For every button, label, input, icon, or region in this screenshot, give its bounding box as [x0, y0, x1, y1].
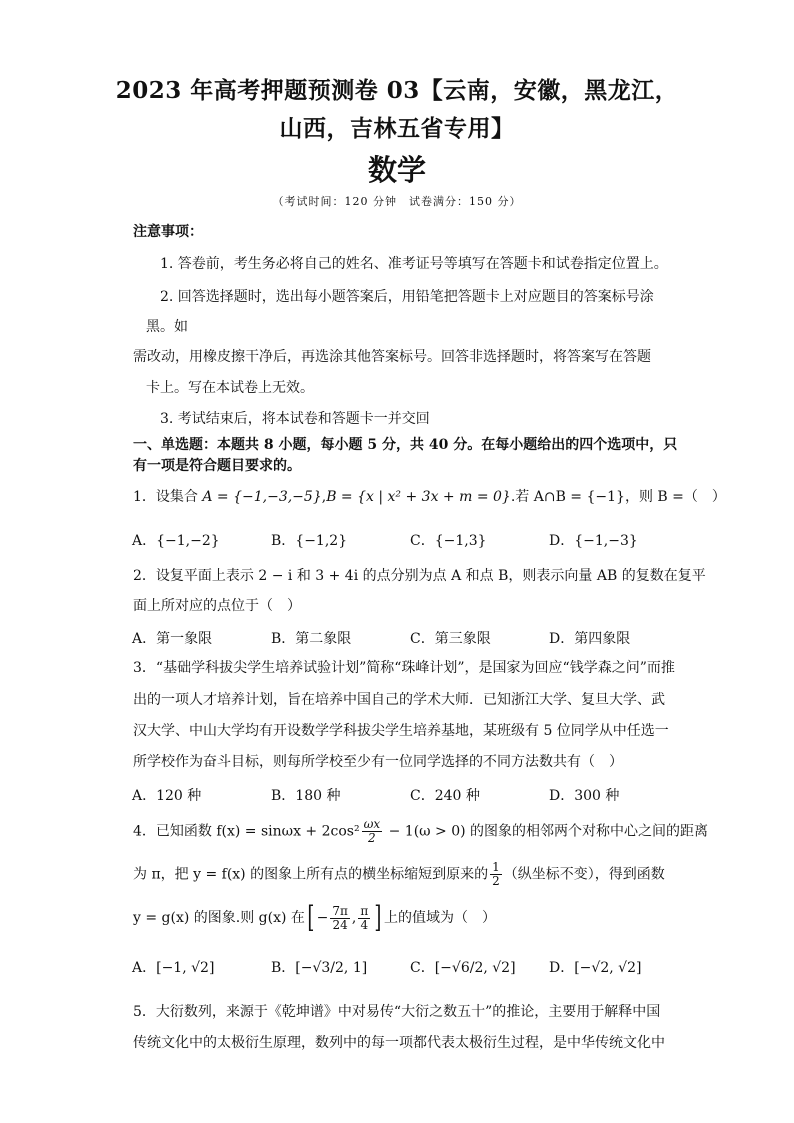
q2-option-c[interactable]: C．第三象限: [410, 631, 491, 647]
q1-prefix: 1．设集合: [133, 489, 203, 505]
q3-option-a[interactable]: A．120 种: [132, 788, 202, 804]
q3-line1: 3．“基础学科拔尖学生培养试验计划”简称“珠峰计划”，是国家为回应“钱学森之问”而推: [133, 660, 675, 676]
note-2d: 卡上。写在本试卷上无效。: [146, 380, 314, 396]
q5-line1: 5．大衍数列，来源于《乾坤谱》中对易传“大衍之数五十”的推论，主要用于解释中国: [133, 1004, 661, 1020]
q2-option-b[interactable]: B．第二象限: [271, 631, 352, 647]
notes-heading: 注意事项：: [133, 224, 203, 240]
q4-option-c[interactable]: C．[−√6/2, √2]: [410, 960, 516, 976]
q2-line2: 面上所对应的点位于（ ）: [133, 598, 301, 614]
note-3: 3. 考试结束后，将本试卷和答题卡一并交回: [160, 411, 430, 427]
q1-option-c[interactable]: C．{−1,3}: [410, 533, 487, 549]
exam-title-line2: 山西，吉林五省专用】: [279, 115, 515, 142]
q4-fraction-wx2: [362, 818, 383, 845]
exam-meta: （考试时间：120 分钟 试卷满分：150 分）: [272, 195, 522, 208]
note-2a: 2. 回答选择题时，选出每小题答案后，用铅笔把答题卡上对应题目的答案标号涂: [160, 289, 654, 305]
q3-line4: 所学校作为奋斗目标，则每所学校至少有一位同学选择的不同方法数共有（ ）: [133, 754, 623, 770]
section1-line2: 有一项是符合题目要求的。: [133, 458, 301, 474]
q4-option-d[interactable]: D．[−√2, √2]: [549, 960, 642, 976]
question-1: 1．设集合 A = {−1,−3,−5},B = {x | x² + 3x + m = 0}.若 A∩B = {−1}，则 B =（ ）: [133, 489, 726, 505]
q4-interval-a: [330, 905, 350, 932]
section1-line1: 一、单选题：本题共 8 小题，每小题 5 分，共 40 分。在每小题给出的四个选项中，只: [133, 437, 678, 453]
q1-set-b: B = {x | x² + 3x + m = 0}: [326, 489, 511, 505]
q4-p2a: 为 π，把 y = f(x) 的图象上所有点的横坐标缩短到原来的: [133, 866, 489, 883]
q4-option-b[interactable]: B．[−√3/2, 1]: [271, 960, 368, 976]
q4-int-a-num: 7π: [332, 903, 348, 918]
q4-int-b-den: 4: [360, 917, 369, 932]
subject-title: 数学: [367, 153, 426, 187]
q3-line2: 出的一项人才培养计划，旨在培养中国自己的学术大师．已知浙江大学、复旦大学、武: [133, 692, 665, 708]
q1-option-b[interactable]: B．{−1,2}: [271, 533, 348, 549]
q4-frac-den: 2: [368, 831, 376, 845]
q4-half-num: 1: [492, 860, 500, 874]
note-2c: 需改动，用橡皮擦干净后，再选涂其他答案标号。回答非选择题时，将答案写在答题: [133, 349, 651, 365]
q4-p3a: y = g(x) 的图象.则 g(x) 在: [133, 910, 305, 926]
q2-option-d[interactable]: D．第四象限: [549, 631, 631, 647]
q3-line3: 汉大学、中山大学均有开设数学学科拔尖学生培养基地，某班级有 5 位同学从中任选一: [133, 723, 669, 739]
q2-option-a[interactable]: A．第一象限: [132, 631, 213, 647]
q4-fraction-half: [490, 861, 502, 888]
q1-condition: .若 A∩B = {−1}，则 B =（ ）: [510, 489, 726, 505]
q4-int-a-den: 24: [332, 917, 348, 932]
q4-half-den: 2: [492, 874, 500, 888]
right-bracket-icon: ]: [374, 900, 382, 935]
note-2b: 黑。如: [146, 319, 188, 335]
q4-frac-num: ωx: [363, 817, 381, 831]
q4-line1: [133, 818, 708, 845]
q4-option-a[interactable]: A．[−1, √2]: [132, 960, 215, 976]
q4-p3b: 上的值域为（ ）: [383, 910, 496, 926]
q3-option-d[interactable]: D．300 种: [549, 788, 620, 804]
q4-line2: [133, 861, 665, 888]
q3-option-c[interactable]: C．240 种: [410, 788, 480, 804]
q1-option-d[interactable]: D．{−1,−3}: [549, 533, 638, 549]
q4-line3: y = g(x) 的图象.则 g(x) 在[ − $\frac{7\pi}{24}$ , $\frac{\pi}{4}$ ] 上的值域为（ ）: [133, 900, 496, 935]
q3-option-b[interactable]: B．180 种: [271, 788, 341, 804]
q5-line2: 传统文化中的太极衍生原理，数列中的每一项都代表太极衍生过程，是中华传统文化中: [133, 1035, 665, 1051]
q4-p1: 4．已知函数 f(x) = sinωx + 2cos²: [133, 823, 360, 840]
note-1: 1. 答卷前，考生务必将自己的姓名、准考证号等填写在答题卡和试卷指定位置上。: [160, 256, 668, 272]
q4-int-b-num: π: [360, 903, 369, 918]
q2-line1: 2．设复平面上表示 2 − i 和 3 + 4i 的点分别为点 A 和点 B，则表示向量 AB 的复数在复平: [133, 568, 706, 584]
exam-title-line1: 2023 年高考押题预测卷 03【云南，安徽，黑龙江，: [115, 77, 679, 104]
left-bracket-icon: [: [307, 900, 315, 935]
q1-option-a[interactable]: A．{−1,−2}: [132, 533, 220, 549]
q4-p1b: − 1(ω > 0) 的图象的相邻两个对称中心之间的距离: [384, 823, 709, 840]
q4-p2b: （纵坐标不变），得到函数: [503, 866, 665, 883]
q1-set-a: A = {−1,−3,−5}: [202, 489, 322, 505]
q4-interval-b: [358, 905, 370, 932]
